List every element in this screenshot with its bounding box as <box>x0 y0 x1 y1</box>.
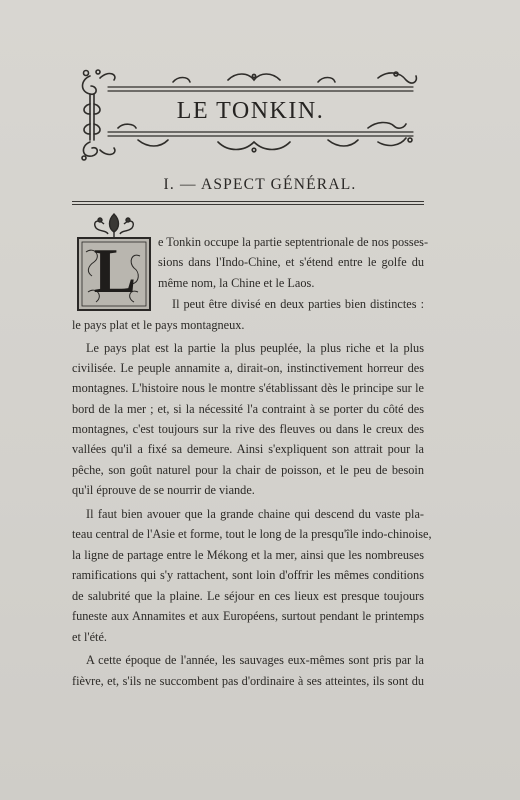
title-banner <box>78 68 423 163</box>
text-line: e Tonkin occupe la partie septentrionale de nos posses- <box>158 235 429 249</box>
text-line: ramifications qui s'y rattachent, sont loin d'offrir les mêmes conditions <box>72 568 424 582</box>
text-line: montagnes, c'est toujours sur la rive des fleuves ou dans le creux des <box>72 422 424 436</box>
text-line: le pays plat et le pays montagneux. <box>72 318 245 332</box>
text-line: teau central de l'Asie et forme, tout le long de la presqu'île indo-chinoise, <box>72 527 432 541</box>
text-line: Le pays plat est la partie la plus peuplée, la plus riche et la plus <box>86 341 424 355</box>
text-line: et l'été. <box>72 630 107 644</box>
drop-cap-letter: L <box>93 235 137 306</box>
section-heading: I. — ASPECT GÉNÉRAL. <box>163 176 357 193</box>
text-line: Il peut être divisé en deux parties bien distinctes : <box>172 297 424 311</box>
text-line: la ligne de partage entre le Mékong et la mer, ainsi que les nombreuses <box>72 548 424 562</box>
text-line: même nom, la Chine et le Laos. <box>158 276 315 290</box>
text-line: sions dans l'Indo-Chine, et s'étend entre le golfe du <box>158 255 424 269</box>
chapter-title: LE TONKIN. <box>176 98 325 124</box>
text-line: vallées qu'il a fixé sa demeure. Ainsi s'expliquent son attrait pour la <box>72 442 424 456</box>
heading-rule <box>72 201 424 202</box>
text-line: qu'il éprouve de se nourrir de viande. <box>72 483 255 497</box>
text-line: montagnes. L'histoire nous le montre s'établissant dès le principe sur le <box>72 381 424 395</box>
text-line: bord de la mer ; et, si la nécessité l'a contraint à se porter du côté des <box>72 402 424 416</box>
text-line: funeste aux Annamites et aux Européens, surtout pendant le printemps <box>72 609 424 623</box>
text-line: Il faut bien avouer que la grande chaine qui descend du vaste pla- <box>86 507 424 521</box>
ornamental-drop-cap <box>74 212 154 312</box>
text-line: pêche, son goût naturel pour la chair de poisson, et le peu de besoin <box>72 463 424 477</box>
text-line: de salubrité que la plaine. Le séjour en ces lieux est presque toujours <box>72 589 424 603</box>
text-line: civilisée. Le peuple annamite a, dirait-on, instinctivement horreur des <box>72 361 424 375</box>
text-line: A cette époque de l'année, les sauvages eux-mêmes sont pris par la <box>86 653 424 667</box>
text-line: fièvre, et, s'ils ne succombent pas d'ordinaire à ses atteintes, ils sont du <box>72 674 424 688</box>
heading-rule-thin <box>72 204 424 205</box>
